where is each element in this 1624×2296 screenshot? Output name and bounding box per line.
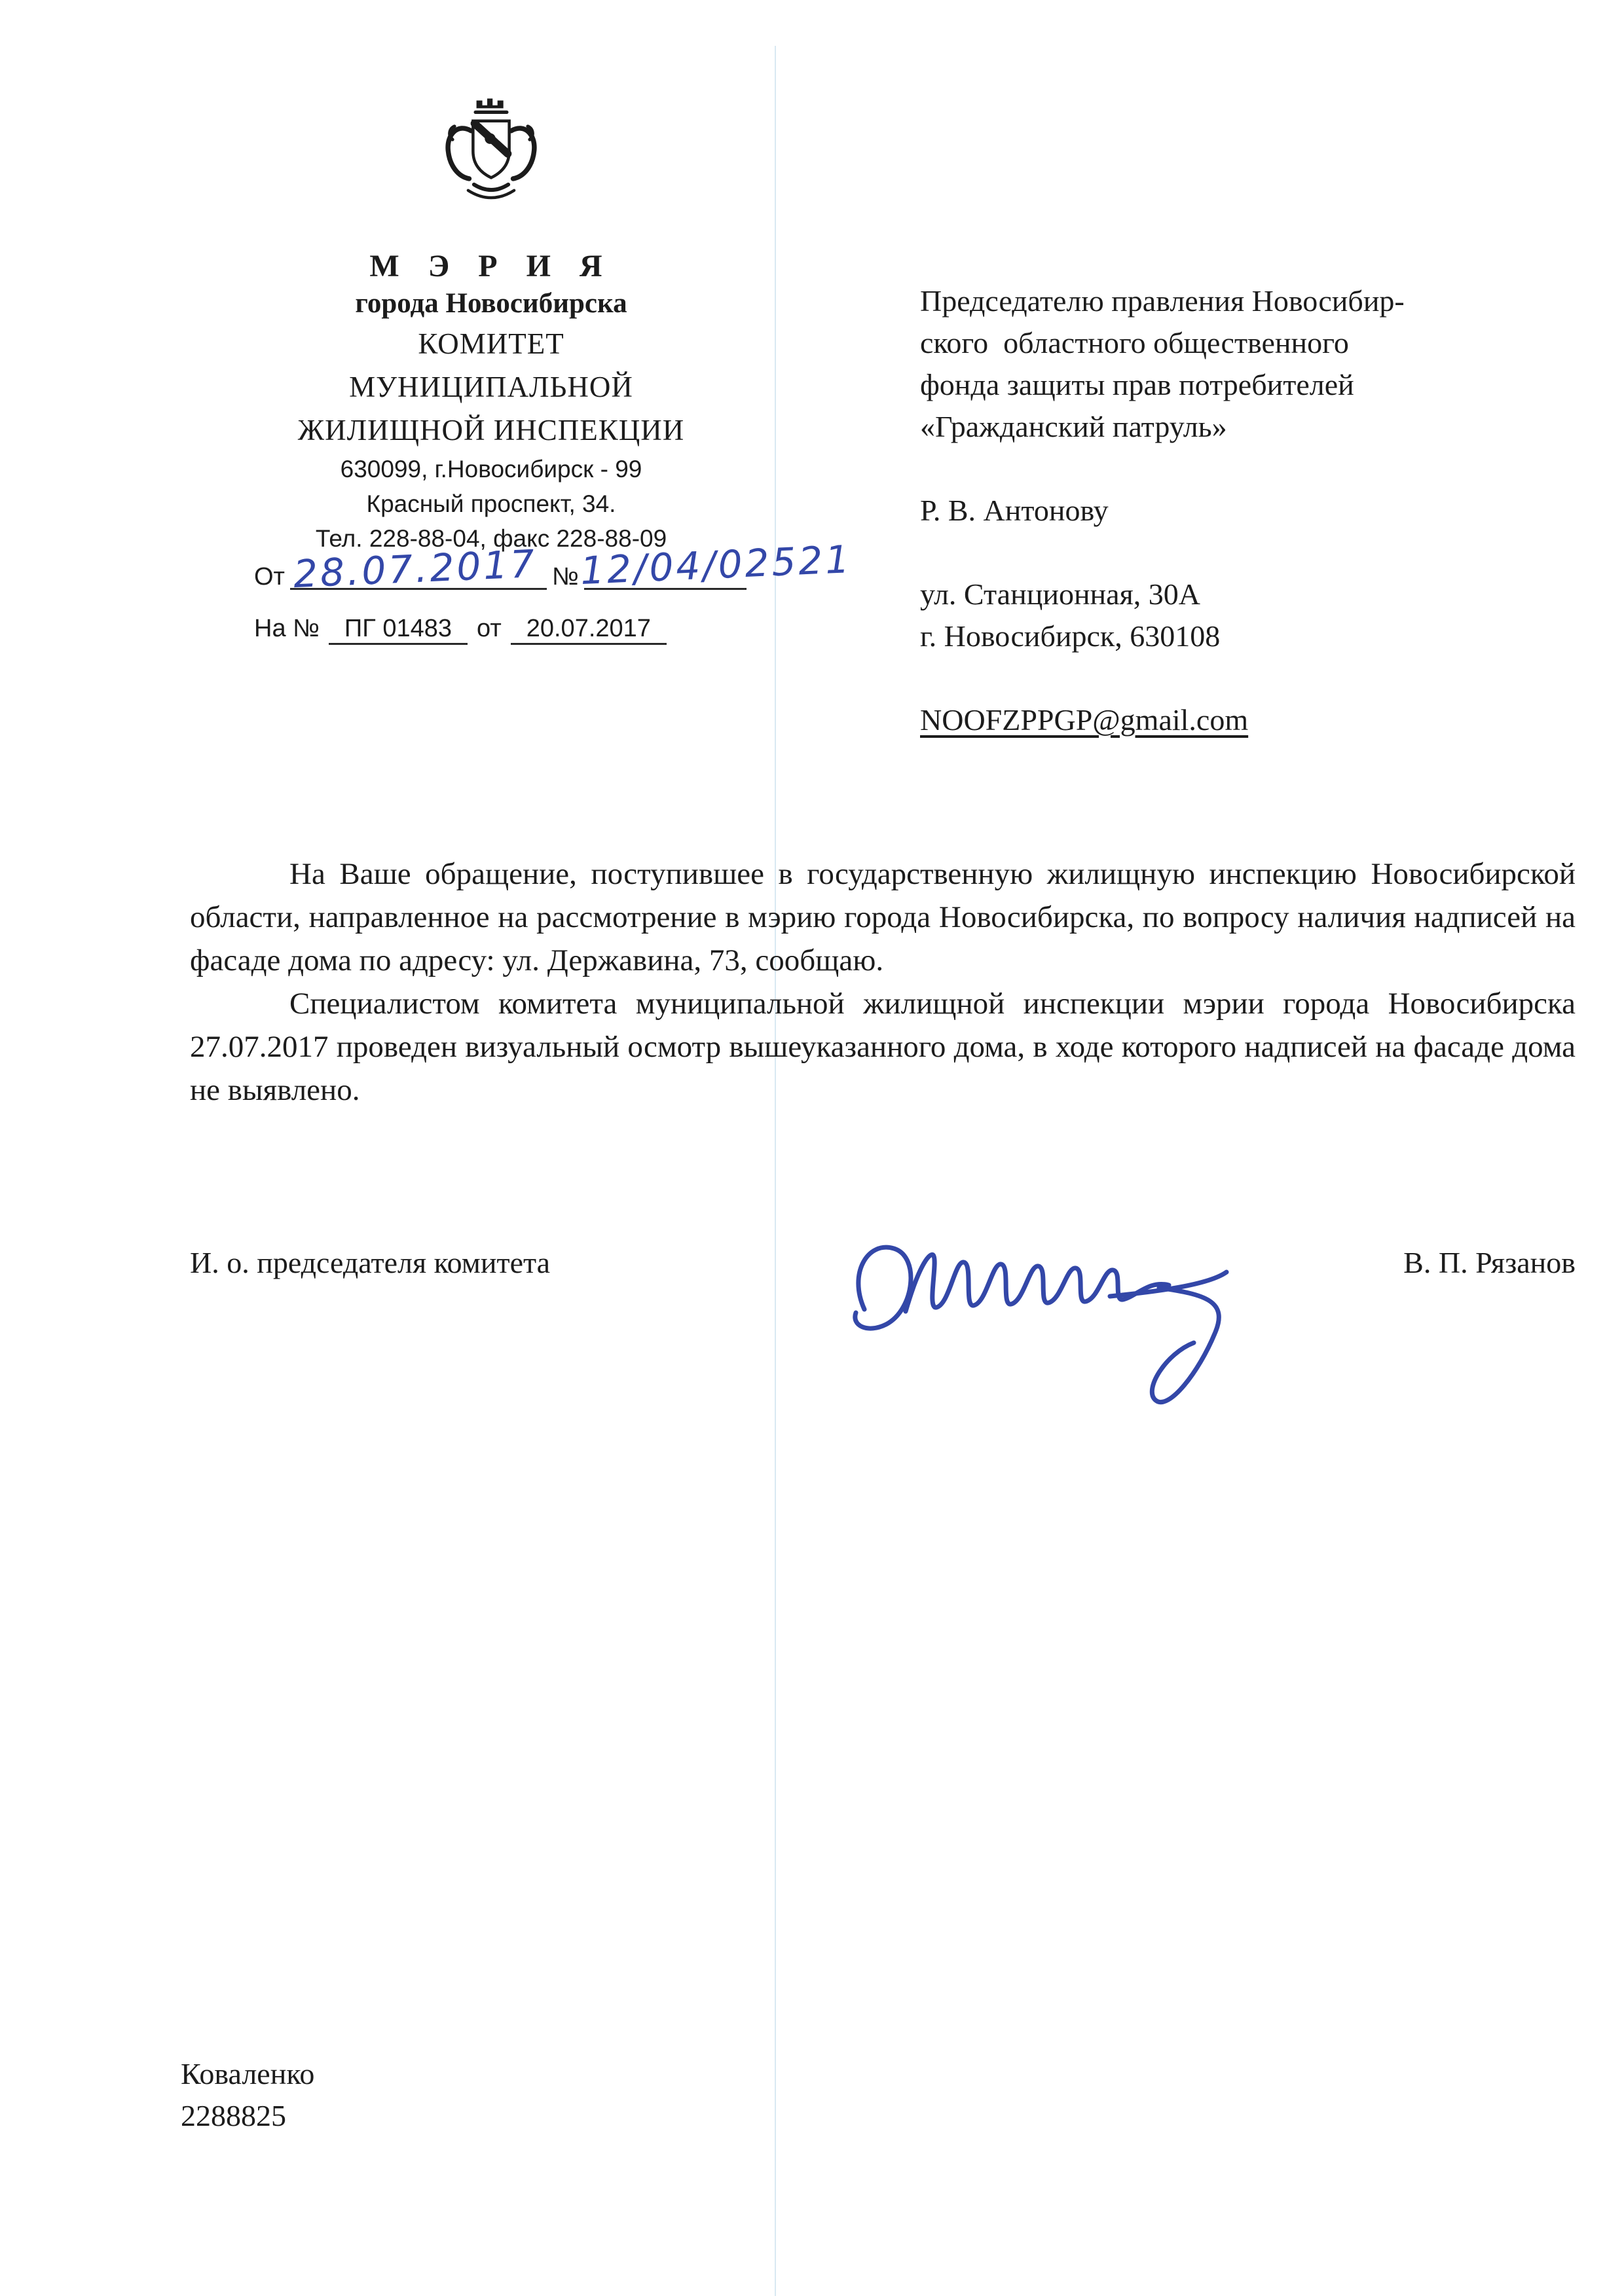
- org-name-city: города Новосибирска: [355, 288, 627, 319]
- novosibirsk-coat-of-arms-icon: [435, 92, 547, 238]
- incoming-label: На №: [254, 615, 320, 642]
- recipient-org-line: «Гражданский патруль»: [920, 410, 1227, 443]
- org-phone-fax: Тел. 228-88-04, факс 228-88-09: [315, 525, 667, 552]
- org-name-mayor: М Э Р И Я: [369, 249, 613, 283]
- scan-fold-line: [775, 46, 776, 2296]
- incoming-reference-line: [216, 615, 766, 645]
- recipient-email: NOOFZPPGP@gmail.com: [920, 703, 1249, 737]
- letter-body: [190, 852, 1576, 1112]
- body-paragraph-1: На Ваше обращение, поступившее в государственную жилищную инспекцию Новосибирской области, направленное на рассмотрение в мэрию города Новосибирска, по вопросу наличия надписей на фасаде дома по адресу: ул. Державина, 73, сообщаю.: [190, 857, 1576, 977]
- signoff-row: [190, 1245, 1576, 1280]
- handwritten-outgoing-number: 12/04/02521: [579, 536, 853, 594]
- outgoing-from-label: От: [254, 563, 285, 591]
- org-name-committee-1: КОМИТЕТ: [418, 327, 564, 360]
- org-postal-address: 630099, г.Новосибирск - 99: [340, 456, 642, 483]
- incoming-of-label: от: [477, 615, 502, 642]
- outgoing-no-label: №: [551, 563, 579, 591]
- recipient-org-line: фонда защиты прав потребителей: [920, 368, 1354, 401]
- incoming-number: ПГ 01483: [329, 615, 468, 645]
- recipient-block: [920, 280, 1549, 741]
- signer-name: В. П. Рязанов: [1403, 1246, 1576, 1279]
- org-name-committee-2: МУНИЦИПАЛЬНОЙ: [349, 371, 633, 403]
- signer-position: И. о. председателя комитета: [190, 1246, 551, 1279]
- org-name-committee-3: ЖИЛИЩНОЙ ИНСПЕКЦИИ: [297, 414, 685, 446]
- recipient-name: Р. В. Антонову: [920, 494, 1109, 527]
- executor-block: [181, 2053, 314, 2137]
- letterhead-block: [216, 92, 853, 645]
- org-street-address: Красный проспект, 34.: [366, 490, 616, 517]
- incoming-date: 20.07.2017: [511, 615, 667, 645]
- recipient-org-line: ского областного общественного: [920, 326, 1349, 359]
- recipient-address-line: г. Новосибирск, 630108: [920, 619, 1221, 653]
- handwritten-outgoing-date: 28.07.2017: [292, 541, 538, 597]
- recipient-address-line: ул. Станционная, 30А: [920, 577, 1200, 611]
- handwritten-signature: [802, 1175, 1247, 1437]
- body-paragraph-2: Специалистом комитета муниципальной жилищной инспекции мэрии города Новосибирска 27.07.2017 проведен визуальный осмотр вышеуказанного дома, в ходе которого надписей на фасаде дома не выявлено.: [190, 987, 1576, 1107]
- recipient-org-line: Председателю правления Новосибир-: [920, 284, 1405, 318]
- executor-name: Коваленко: [181, 2057, 315, 2090]
- executor-phone: 2288825: [181, 2099, 286, 2132]
